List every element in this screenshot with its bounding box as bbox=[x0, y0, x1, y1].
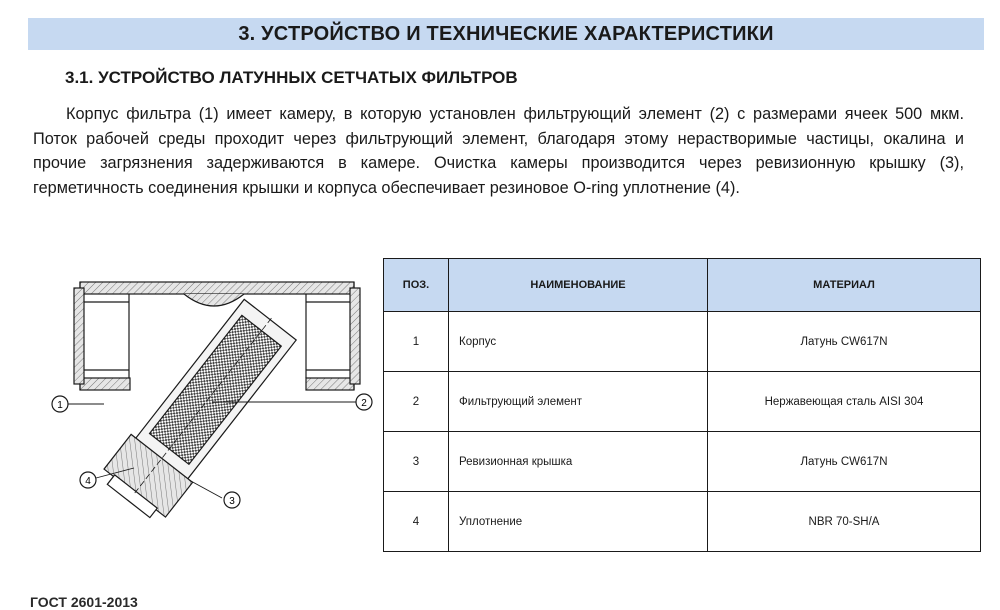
svg-text:2: 2 bbox=[361, 398, 367, 409]
callout-1 bbox=[52, 396, 68, 412]
row-position: 1 bbox=[384, 312, 449, 372]
strainer-diagram bbox=[44, 270, 384, 520]
svg-text:4: 4 bbox=[85, 476, 91, 487]
description-paragraph: Корпус фильтра (1) имеет камеру, в которую установлен фильтрующий элемент (2) с размерами ячеек 500 мкм. Поток рабочей среды проходит через фильтрующий элемент, благодаря этому нерастворимые частицы, окалина и прочие загрязнения задерживаются в камере. Очистка камеры производится через ревизионную крышку (3), герметичность соединения крышки и корпуса обеспечивает резиновое O-ring уплотнение (4). bbox=[33, 105, 964, 197]
svg-text:1: 1 bbox=[57, 400, 63, 411]
row-position: 2 bbox=[384, 372, 449, 432]
row-name: Корпус bbox=[449, 312, 708, 372]
parts-table bbox=[383, 258, 981, 552]
header-name: НАИМЕНОВАНИЕ bbox=[449, 259, 708, 312]
table-row bbox=[384, 432, 981, 492]
header-position: ПОЗ. bbox=[384, 259, 449, 312]
row-name: Ревизионная крышка bbox=[449, 432, 708, 492]
row-material: Латунь CW617N bbox=[708, 432, 981, 492]
section-title: 3. УСТРОЙСТВО И ТЕХНИЧЕСКИЕ ХАРАКТЕРИСТИКИ bbox=[238, 22, 774, 45]
row-material: Нержавеющая сталь AISI 304 bbox=[708, 372, 981, 432]
table-header-row bbox=[384, 259, 981, 312]
callout-2 bbox=[356, 394, 372, 410]
callout-4 bbox=[80, 472, 96, 488]
svg-text:3: 3 bbox=[229, 496, 235, 507]
section-heading-bar bbox=[28, 18, 984, 50]
subsection-title: 3.1. УСТРОЙСТВО ЛАТУННЫХ СЕТЧАТЫХ ФИЛЬТРОВ bbox=[65, 68, 518, 87]
footer-text-cut: ГОСТ 2601-2013 bbox=[30, 594, 138, 610]
row-material: NBR 70-SH/A bbox=[708, 492, 981, 552]
row-position: 4 bbox=[384, 492, 449, 552]
row-position: 3 bbox=[384, 432, 449, 492]
row-material: Латунь CW617N bbox=[708, 312, 981, 372]
table-row bbox=[384, 312, 981, 372]
table-row bbox=[384, 492, 981, 552]
row-name: Уплотнение bbox=[449, 492, 708, 552]
table-row bbox=[384, 372, 981, 432]
callout-3 bbox=[224, 492, 240, 508]
row-name: Фильтрующий элемент bbox=[449, 372, 708, 432]
header-material: МАТЕРИАЛ bbox=[708, 259, 981, 312]
